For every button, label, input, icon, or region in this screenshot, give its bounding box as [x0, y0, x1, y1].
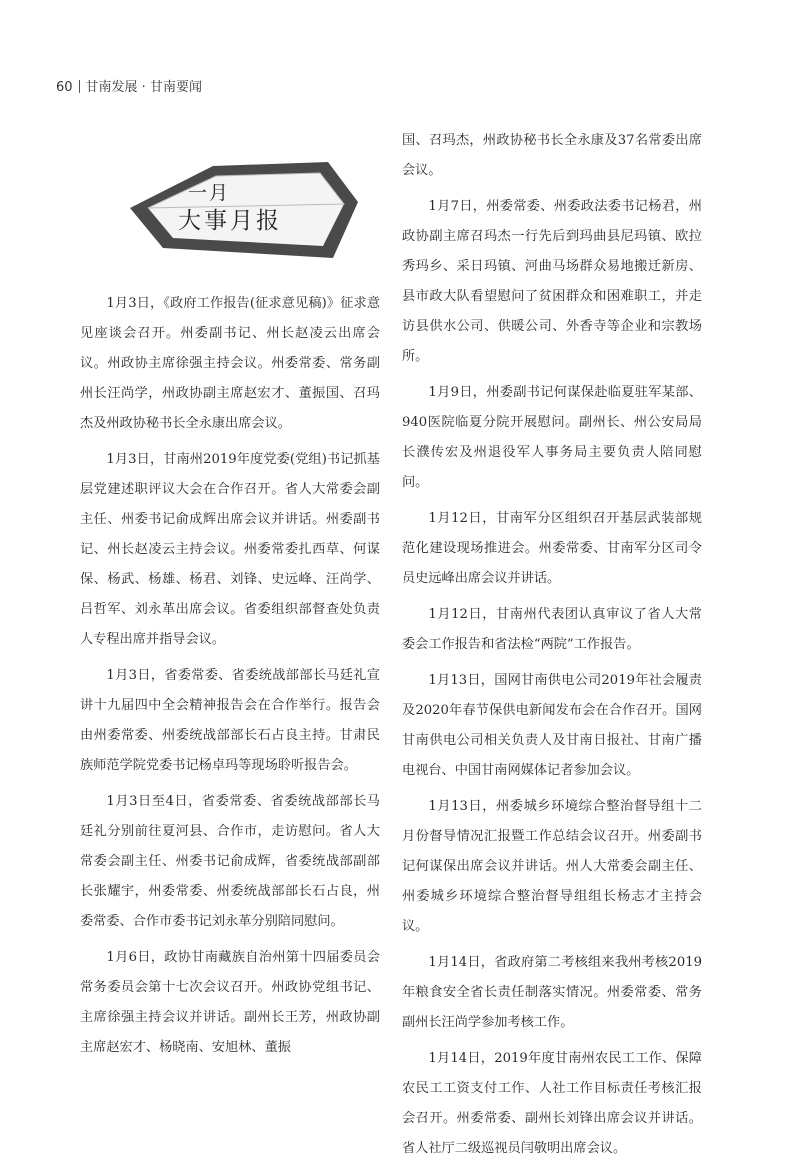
- news-item: 1月7日，州委常委、州委政法委书记杨君，州政协副主席召玛杰一行先后到玛曲县尼玛镇、欧拉秀玛乡、采日玛镇、河曲马场群众易地搬迁新房、县市政大队看望慰问了贫困群众和困难职工，并走访县供水公司、供暖公司、外香寺等企业和宗教场所。: [402, 199, 702, 364]
- left-column: [80, 289, 380, 1069]
- news-item: 1月9日，州委副书记何谋保赴临夏驻军某部、940医院临夏分院开展慰问。副州长、州公安局局长濮传宏及州退役军人事务局主要负责人陪同慰问。: [402, 385, 702, 490]
- right-column: [402, 126, 702, 1170]
- news-item: 1月6日，政协甘南藏族自治州第十四届委员会常务委员会第十七次会议召开。州政协党组书记、主席徐强主持会议并讲话。副州长王芳，州政协副主席赵宏才、杨晓南、安旭林、董振: [80, 950, 380, 1055]
- title-main: 大事月报: [178, 208, 282, 234]
- news-item: 1月3日，甘南州2019年度党委(党组)书记抓基层党建述职评议大会在合作召开。省人大常委会副主任、州委书记俞成辉出席会议并讲话。州委副书记、州长赵凌云主持会议。州委常委扎西草、何谋保、杨武、杨雄、杨君、刘锋、史远峰、汪尚学、吕哲军、刘永革出席会议。省委组织部督查处负责人专程出席并指导会议。: [80, 452, 380, 647]
- news-item: 1月3日，省委常委、省委统战部部长马廷礼宣讲十九届四中全会精神报告会在合作举行。报告会由州委常委、州委统战部部长石占良主持。甘肃民族师范学院党委书记杨卓玛等现场聆听报告会。: [80, 668, 380, 773]
- news-item: 1月14日，2019年度甘南州农民工工作、保障农民工工资支付工作、人社工作目标责任考核汇报会召开。州委常委、副州长刘锋出席会议并讲话。省人社厅二级巡视员闫敬明出席会议。: [402, 1051, 702, 1156]
- news-item: 1月12日，甘南军分区组织召开基层武装部规范化建设现场推进会。州委常委、甘南军分区司令员史远峰出席会议并讲话。: [402, 511, 702, 586]
- running-header: [56, 76, 202, 95]
- news-item: 1月13日，州委城乡环境综合整治督导组十二月份督导情况汇报暨工作总结会议召开。州委副书记何谋保出席会议并讲话。州人大常委会副主任、州委城乡环境综合整治督导组组长杨志才主持会议。: [402, 799, 702, 934]
- news-item: 1月12日，甘南州代表团认真审议了省人大常委会工作报告和省法检“两院”工作报告。: [402, 607, 702, 652]
- title-month: 一月: [188, 182, 231, 204]
- column-title-badge: [118, 160, 368, 270]
- news-item-continuation: 国、召玛杰，州政协秘书长全永康及37名常委出席会议。: [402, 133, 702, 178]
- header-divider: [79, 80, 80, 93]
- news-item: 1月14日，省政府第二考核组来我州考核2019年粮食安全省长责任制落实情况。州委常委、常务副州长汪尚学参加考核工作。: [402, 955, 702, 1030]
- news-item: 1月13日，国网甘南供电公司2019年社会履责及2020年春节保供电新闻发布会在合作召开。国网甘南供电公司相关负责人及甘南日报社、甘南广播电视台、中国甘南网媒体记者参加会议。: [402, 673, 702, 778]
- news-item: 1月3日至4日，省委常委、省委统战部部长马廷礼分别前往夏河县、合作市，走访慰问。省人大常委会副主任、州委书记俞成辉，省委统战部副部长张耀宇，州委常委、州委统战部部长石占良，州委常委、合作市委书记刘永革分别陪同慰问。: [80, 794, 380, 929]
- news-item: 1月3日，《政府工作报告(征求意见稿)》征求意见座谈会召开。州委副书记、州长赵凌云出席会议。州政协主席徐强主持会议。州委常委、常务副州长汪尚学，州政协副主席赵宏才、董振国、召玛杰及州政协秘书长全永康出席会议。: [80, 296, 380, 431]
- page-number: 60: [56, 80, 73, 95]
- section-title: 甘南发展 · 甘南要闻: [85, 80, 202, 95]
